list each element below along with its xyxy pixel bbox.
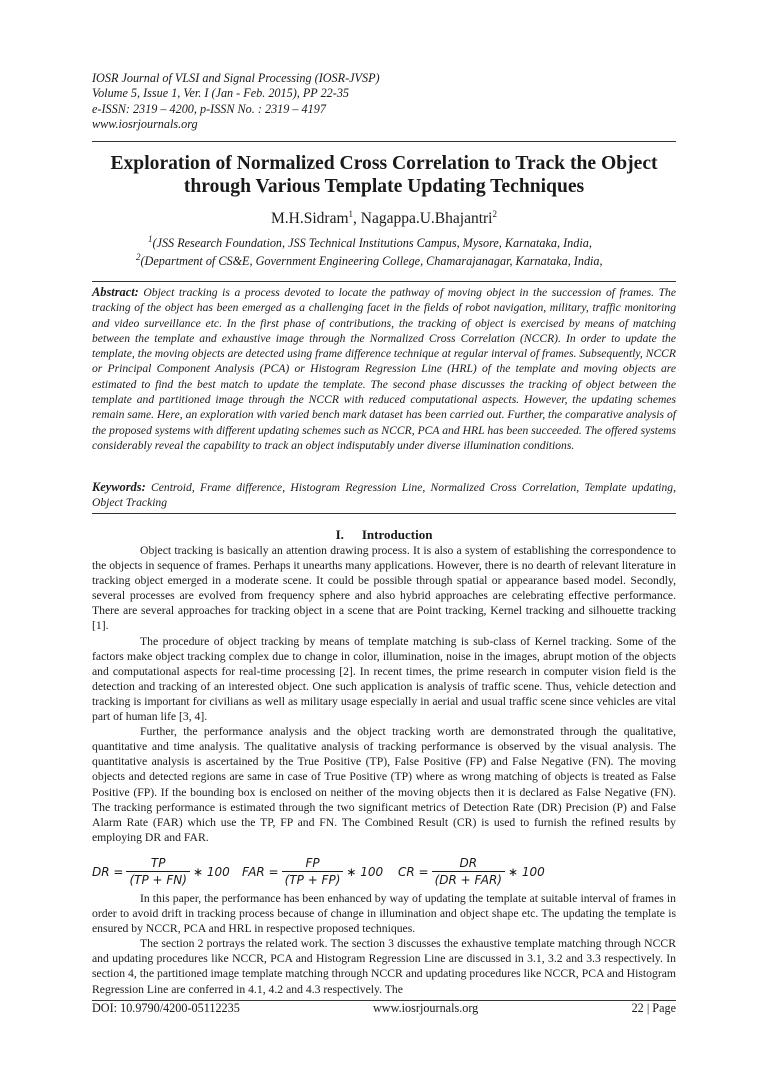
section-heading [92,527,676,543]
abstract [92,285,676,453]
cr-fraction: $\frac{DR}{\text{(DR + FAR)}}$ [432,856,505,888]
footer-website[interactable]: www.iosrjournals.org [373,1001,479,1015]
far-fraction: $\frac{FP}{(TP + FP)}$ [282,856,344,888]
abstract-text: Object tracking is a process devoted to locate the pathway of moving object in the succession of frames. The tracking of the object has been emerged as a challenging facet in the fields of robot navigation, military, traffic monitoring and video surveillance etc. In the first phase of contributions, the tracking of object is exercised by means of matching between the template and exhaustive image through the Normalized Cross Correlation (NCCR). In order to update the template, the moving objects are detected using frame difference technique at regular interval of frames. Subsequently, NCCR or Principal Component Analysis (PCA) or Histogram Regression Line (HRL) of the template and moving objects are estimated to find the best match to update the template. The second phase discusses the tracking of object between the template and partitioned image through the NCCR with reduced computational aspects. However, the updating schemes remain same. Here, an exploration with varied bench mark dataset has been carried out. Further, the comparative analysis of the proposed systems with different updating schemes such as NCCR, PCA and HRL has been succeeded. The offered systems considerably reveal the capability to track an object indisputably under diverse illumination conditions. [92,286,676,452]
keywords-divider [92,513,676,514]
section-title: Introduction [361,527,433,542]
paragraph: The section 2 portrays the related work. The section 3 discusses the exhaustive template matching through NCCR and updating procedures like NCCR, PCA and Histogram Regression Line are discussed in 3.1, 3.2 and 3.3 respectively. In section 4, the partitioned image template matching through NCCR and updating procedures like NCCR, PCA and Histogram Regression Line are conferred in 4.1, 4.2 and 4.3 respectively. The [92,937,676,996]
footer-doi: DOI: 10.9790/4200-05112235 [92,1001,240,1015]
affiliation-2: $^2$(Department of CS&E, Government Engineering College, Chamarajanagar, Karnataka, India, [136,251,603,268]
abstract-divider [92,281,676,282]
abstract-label: Abstract: [92,285,139,299]
paragraph: In this paper, the performance has been enhanced by way of updating the template at suitable interval of frames in order to avoid drift in tracking process because of change in illumination and object shape etc. The updating the template is ensured by NCCR, PCA and HRL in respective proposed techniques. [92,892,676,936]
metric-equations [92,850,592,894]
keywords-text: Centroid, Frame difference, Histogram Regression Line, Normalized Cross Correlation, Template updating, Object Tracking [92,481,676,510]
paragraph: Further, the performance analysis and the object tracking worth are demonstrated through the qualitative, quantitative and time analysis. The qualitative analysis of tracking performance is observed by the visual analysis. The quantitative analysis is ascertained by the True Positive (TP), False Positive (FP) and False Negative (FN). The moving objects and detected regions are same in case of True Positive (TP) where as wrong matching of objects is treated as False Positive (FP). If the bounding box is enclosed on neither of the moving objects then it is declared as False Negative (FN). The tracking performance is estimated through the two significant metrics of Detection Rate (DR) Precision (P) and False Alarm Rate (FAR) which use the TP, FP and FN. The Combined Result (CR) is used to furnish the refined results by employing DR and FAR. [92,725,676,844]
issn-info: e-ISSN: 2319 – 4200, p-ISSN No. : 2319 – 4197 [92,101,326,116]
keywords [92,480,676,511]
keywords-label: Keywords: [92,480,146,494]
author-2: Nagappa.U.Bhajantri [360,210,493,227]
introduction-body [92,543,676,845]
journal-header [92,71,676,132]
paragraph: The procedure of object tracking by means of template matching is sub-class of Kernel tracking. Some of the factors make object tracking complex due to change in color, illumination, noise in the images, abrupt motion of the objects and computational aspects for real-time processing [2]. In recent times, the prime research in computer vision field is the detection and tracking of an interested object. One such application is analysis of traffic scene. Thus, vehicle detection and tracking is important for civilians as well as military usage especially in aerial and usual traffic scene since vehicles are vital part of human life [3, 4]. [92,634,676,724]
title-line-1: Exploration of Normalized Cross Correlation to Track the Object [110,153,658,174]
title-line-2: through Various Template Updating Techniques [183,176,585,197]
paragraph: Object tracking is basically an attention drawing process. It is also a system of establishing the correspondence to the objects in sequence of frames. Perhaps it unearths many applications. However, there is no dearth of relevant literature in tracking object emerged in a moderate scene. It could be possible through spatial or appearance based model. Secondly, several processes are evolved from frequency sphere and also hybrid approaches are celebrating effective performance. There are several approaches for tracking object in a scene that are Point tracking, Kernel tracking and silhouette tracking [1]. [92,544,676,633]
header-divider [92,141,676,142]
author-list [92,210,676,228]
author-1: M.H.Sidram [271,210,349,227]
far-equation: FAR = $\frac{FP}{(TP + FP)}$ ∗ 100 [242,856,384,887]
volume-info: Volume 5, Issue 1, Ver. I (Jan - Feb. 2015), PP 22-35 [92,86,350,101]
affiliation-1: $^1$(JSS Research Foundation, JSS Technical Institutions Campus, Mysore, Karnataka, India, [148,233,592,250]
author-2-affiliation-mark: 2 [492,208,497,219]
page-number: 22 | Page [631,1001,676,1015]
author-1-affiliation-mark: 1 [348,208,354,219]
author-separator: , [353,210,361,227]
dr-equation: DR = $\frac{TP}{(TP + FN)}$ ∗ 100 [92,856,230,887]
paper-title [92,152,676,198]
dr-fraction: $\frac{TP}{(TP + FN)}$ [126,856,190,888]
section-number: I. [335,527,344,542]
cr-equation: CR = $\frac{DR}{\text{(DR + FAR)}}$ ∗ 100 [398,856,545,887]
journal-website[interactable]: www.iosrjournals.org [92,116,198,131]
introduction-body-continued [92,891,676,997]
journal-name: IOSR Journal of VLSI and Signal Processing (IOSR-JVSP) [92,71,380,85]
